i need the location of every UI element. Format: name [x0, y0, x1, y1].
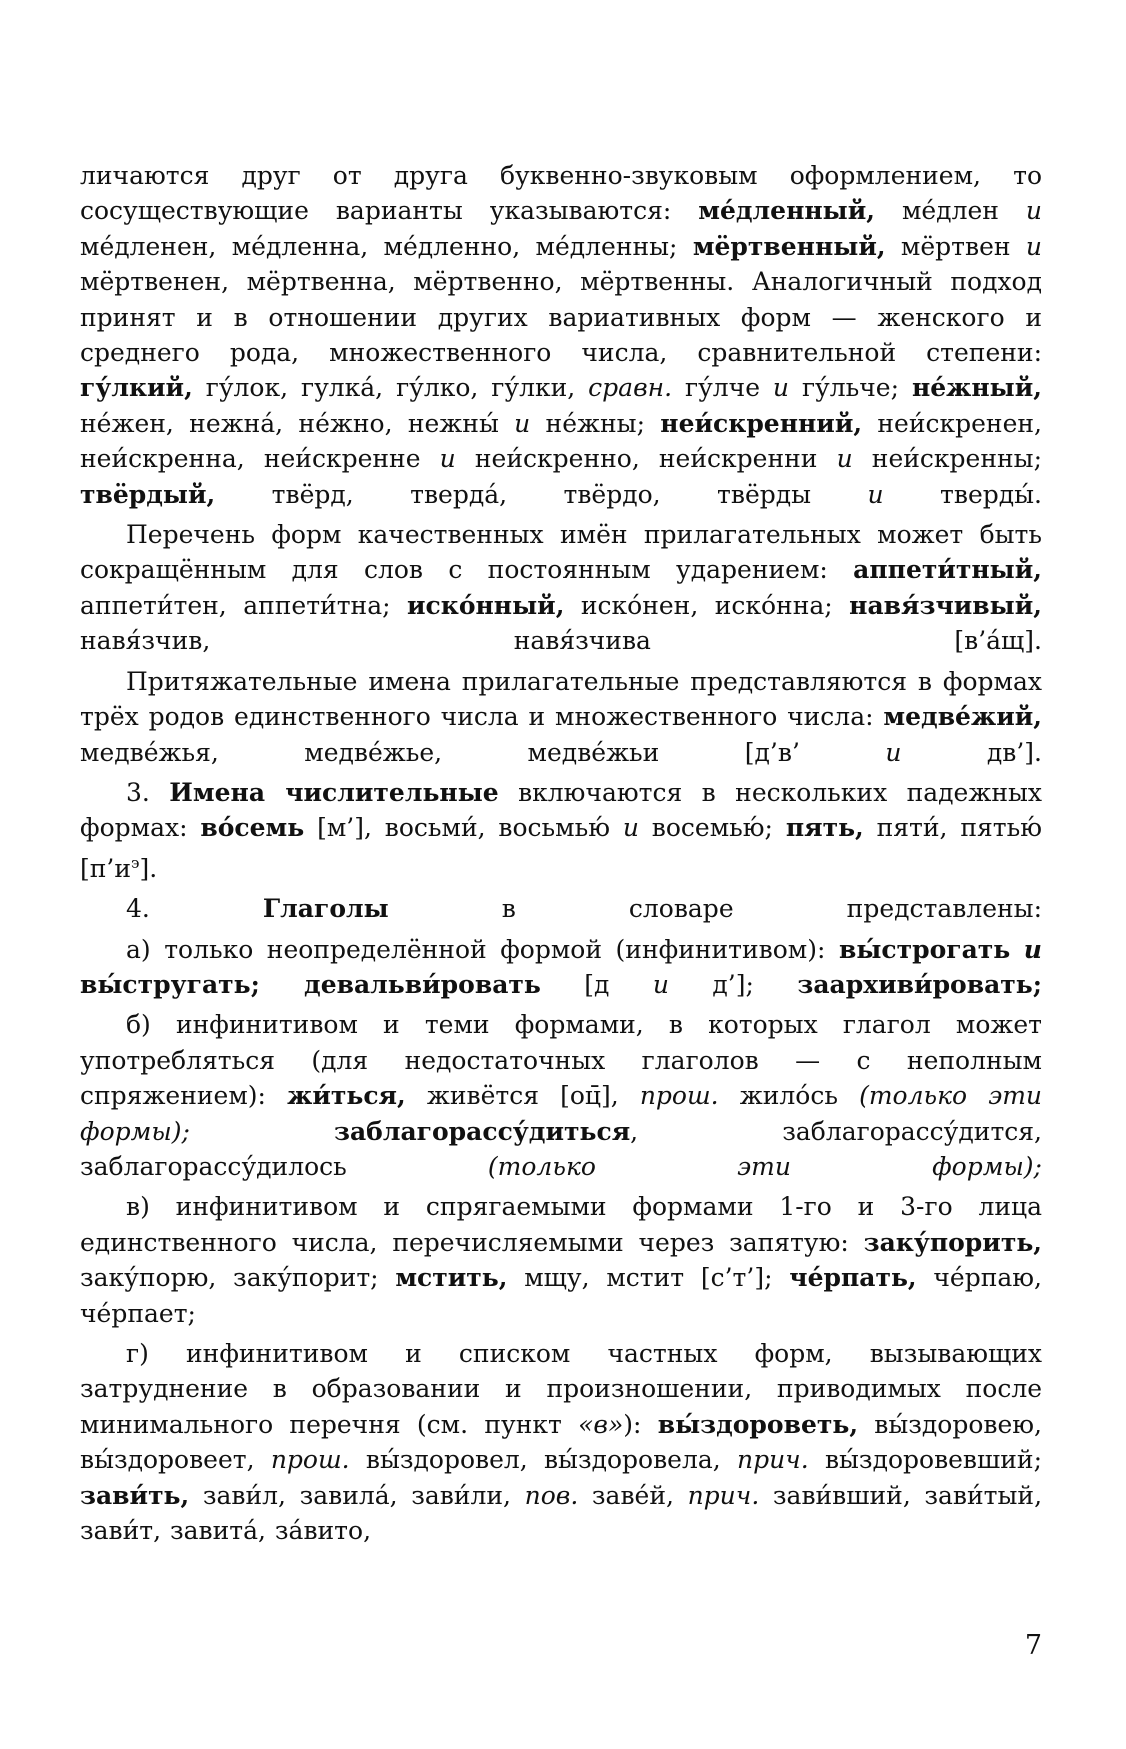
- italic-note: прич.: [687, 1480, 760, 1510]
- text-run: дв’].: [901, 737, 1042, 767]
- headword: медве́жий,: [883, 702, 1042, 732]
- headword: не́жный,: [911, 373, 1042, 403]
- headword: че́рпать,: [789, 1263, 917, 1293]
- text-run: твёрд, тверда́, твёрдо, твёрды: [215, 479, 868, 509]
- italic-note: и: [622, 813, 639, 843]
- text-run: навя́зчив, навя́зчива [в’а́щ].: [80, 626, 1042, 656]
- text-run: че́рпаю, че́рпает;: [80, 1263, 1042, 1328]
- text-run: медве́жья, медве́жье, медве́жьи [д’в’: [80, 737, 886, 767]
- text-run: гу́лок, гулка́, гу́лко, гу́лки,: [192, 373, 589, 403]
- italic-note: и: [652, 969, 669, 999]
- text-run: , заблагорассу́дится, заблагорассу́дилось: [80, 1116, 1042, 1181]
- italic-note: и: [885, 737, 902, 767]
- paragraph: [80, 517, 1042, 659]
- italic-note: прош.: [639, 1081, 719, 1111]
- italic-note: и: [772, 373, 790, 403]
- text-run: неи́скренны;: [852, 444, 1042, 474]
- text-run: зави́л, завила́, зави́ли,: [189, 1480, 525, 1510]
- text-run: гу́льче;: [789, 373, 912, 403]
- text-run: гу́лче: [672, 373, 773, 403]
- text-run: мёртвен: [885, 231, 1026, 261]
- text-run: тверды́.: [883, 479, 1042, 509]
- text-run: мёртвенен, мёртвенна, мёртвенно, мёртвенны. Аналогичный подход принят и в отношении других вариативных форм — женского и среднего рода, множественного числа, сравнительной степени:: [80, 267, 1042, 368]
- italic-note: прош.: [270, 1445, 350, 1475]
- headword: мстить,: [395, 1263, 508, 1293]
- text-run: пяти́, пятью́ [п’и: [80, 813, 1042, 883]
- italic-note: и: [1025, 196, 1042, 226]
- headword: Глаголы: [262, 894, 389, 924]
- headword: зави́ть,: [80, 1480, 190, 1510]
- paragraph: [80, 1189, 1042, 1331]
- italic-note: сравн.: [588, 373, 673, 403]
- italic-note: и: [836, 444, 853, 474]
- headword: и: [1023, 934, 1042, 964]
- text-run: 3.: [126, 777, 170, 807]
- text-run: восемью́;: [638, 813, 786, 843]
- text-run: неи́скренен, неи́скренна, неи́скренне: [80, 408, 1043, 474]
- italic-note: (только эти формы);: [80, 1081, 1043, 1146]
- text-run: мщу, мстит [с’т’];: [507, 1263, 790, 1293]
- headword: мёртвенный,: [692, 231, 886, 261]
- text-run: ме́дленен, ме́дленна, ме́дленно, ме́дленны;: [80, 231, 693, 261]
- headword: заархиви́ровать;: [797, 969, 1042, 999]
- text-run: иско́нен, иско́нна;: [564, 590, 850, 620]
- text-run: живётся [оц̄],: [405, 1081, 640, 1111]
- body-text: [80, 158, 1042, 1548]
- italic-note: и: [439, 444, 456, 474]
- text-run: ].: [139, 853, 158, 883]
- text-run: зави́вший, зави́тый, зави́т, завита́, за́вито,: [80, 1480, 1043, 1546]
- headword: неи́скренний,: [660, 408, 863, 438]
- italic-note: прич.: [736, 1445, 809, 1475]
- italic-note: и: [867, 479, 884, 509]
- italic-note: (только эти формы);: [487, 1151, 1042, 1181]
- text-run: д’];: [668, 969, 798, 999]
- text-run: ме́длен: [874, 196, 1026, 226]
- headword: вы́здороветь,: [657, 1409, 859, 1439]
- paragraph: [80, 775, 1042, 886]
- text-run: включаются в нескольких падежных формах:: [80, 777, 1042, 843]
- italic-note: пов.: [524, 1480, 579, 1510]
- text-run: заку́порю, заку́порит;: [80, 1263, 396, 1293]
- text-run: а) только неопределённой формой (инфинитивом):: [126, 934, 839, 964]
- headword: иско́нный,: [407, 590, 565, 620]
- text-run: Перечень форм качественных имён прилагательных может быть сокращённым для слов с постоянным ударением:: [80, 520, 1042, 585]
- text-run: 4.: [126, 894, 263, 924]
- headword: жи́ться,: [287, 1081, 406, 1111]
- headword: аппети́тный,: [853, 555, 1042, 585]
- headword: навя́зчивый,: [849, 590, 1042, 620]
- text-run: аппети́тен, аппети́тна;: [80, 590, 407, 620]
- headword: пять,: [785, 813, 864, 843]
- headword: вы́стругать; девальви́ровать: [80, 969, 541, 999]
- headword: заблагорассу́диться: [334, 1116, 631, 1146]
- text-run: в словаре представлены:: [388, 894, 1042, 924]
- headword: гу́лкий,: [80, 373, 193, 403]
- text-run: в) инфинитивом и спрягаемыми формами 1-го и 3-го лица единственного числа, перечисляемыми через запятую:: [80, 1192, 1042, 1257]
- text-run: [д: [540, 969, 653, 999]
- text-run: э: [131, 853, 140, 872]
- text-run: вы́здоровею, вы́здоровеет,: [80, 1409, 1042, 1475]
- text-run: не́жен, нежна́, не́жно, нежны́: [80, 408, 515, 438]
- text-run: вы́здоровел, вы́здоровела,: [349, 1445, 737, 1475]
- paragraph: [80, 1007, 1042, 1184]
- headword: вы́строгать: [838, 934, 1011, 964]
- text-run: Притяжательные имена прилагательные представляются в формах трёх родов единственного числа и множественного числа:: [80, 666, 1042, 732]
- paragraph: [80, 891, 1042, 926]
- text-run: личаются друг от друга буквенно-звуковым оформлением, то сосуществующие варианты указываются:: [80, 161, 1042, 226]
- paragraph: [80, 664, 1042, 770]
- text-run: ):: [623, 1409, 658, 1439]
- italic-note: «в»: [578, 1409, 624, 1439]
- text-run: неи́скренно, неи́скренни: [455, 444, 837, 474]
- text-run: [1010, 935, 1024, 964]
- text-run: [м’], восьми́, восьмью́: [304, 813, 623, 843]
- text-run: [190, 1117, 334, 1146]
- paragraph: [80, 1336, 1042, 1548]
- paragraph: [80, 932, 1042, 1003]
- text-run: г) инфинитивом и списком частных форм, вызывающих затруднение в образовании и произношении, приводимых после минимального перечня (см. пункт: [80, 1339, 1042, 1439]
- text-run: б) инфинитивом и теми формами, в которых глагол может употребляться (для недостаточных глаголов — с неполным спряжением):: [80, 1010, 1042, 1111]
- italic-note: и: [1025, 231, 1042, 261]
- paragraph: [80, 158, 1042, 512]
- page-number: 7: [1024, 1630, 1042, 1661]
- headword: во́семь: [200, 813, 305, 843]
- text-run: заве́й,: [578, 1480, 688, 1510]
- text-run: не́жны;: [530, 408, 661, 438]
- text-run: жило́сь: [718, 1081, 860, 1111]
- headword: ме́дленный,: [698, 196, 875, 226]
- headword: заку́порить,: [863, 1227, 1042, 1257]
- text-run: вы́здоровевший;: [808, 1445, 1043, 1475]
- italic-note: и: [514, 408, 531, 438]
- headword: Имена числительные: [169, 777, 499, 807]
- headword: твёрдый,: [80, 479, 216, 509]
